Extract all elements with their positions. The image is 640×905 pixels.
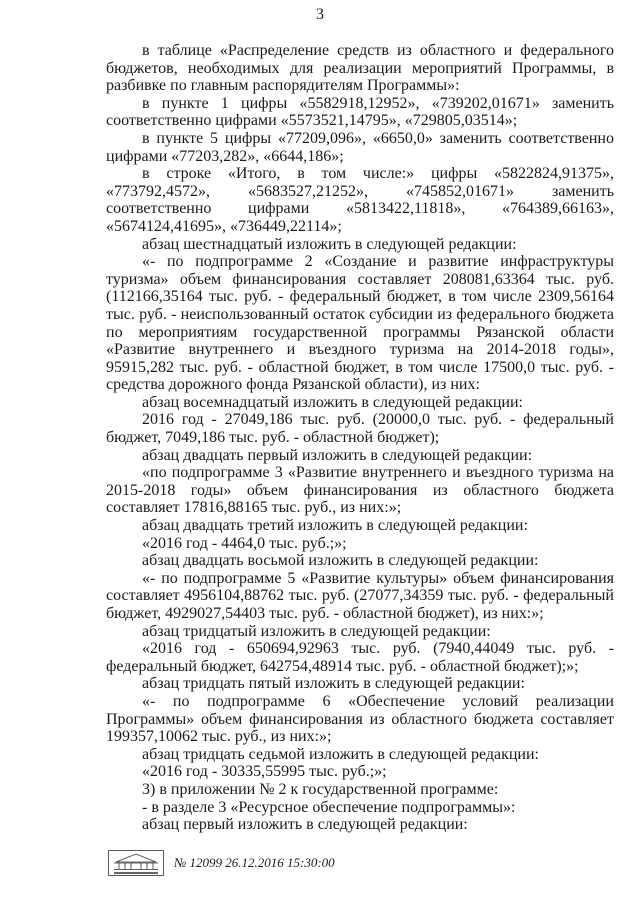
paragraph: 2016 год - 27049,186 тыс. руб. (20000,0 тыс. руб. - федеральный бюджет, 7049,186 тыс. руб. - областной бюджет); (106, 411, 614, 447)
registration-mark: № 12099 26.12.2016 15:30:00 (174, 855, 335, 870)
paragraph: в строке «Итого, в том числе:» цифры «5822824,91375», «773792,4572», «5683527,21252», «745852,01671» заменить соответственно цифрами «5813422,11818», «764389,66163», «5674124,41695», «736449,22114»; (106, 165, 614, 235)
paragraph: 3) в приложении № 2 к государственной программе: (142, 780, 499, 798)
paragraph: абзац тридцать пятый изложить в следующей редакции: (142, 675, 525, 693)
paragraph: абзац тридцатый изложить в следующей редакции: (142, 622, 491, 640)
page-number: 3 (316, 6, 324, 23)
paragraph: абзац двадцать первый изложить в следующей редакции: (142, 446, 533, 464)
paragraph: - в разделе 3 «Ресурсное обеспечение подпрограммы»: (142, 798, 516, 816)
paragraph: абзац двадцать восьмой изложить в следующей редакции: (142, 552, 539, 570)
paragraph: «2016 год - 650694,92963 тыс. руб. (7940,44049 тыс. руб. - федеральный бюджет, 642754,48914 тыс. руб. - областной бюджет);»; (106, 640, 614, 675)
paragraph: в пункте 5 цифры «77209,096», «6650,0» заменить соответственно цифрами «77203,282», «6644,186»; (106, 129, 614, 165)
paragraph: абзац тридцать седьмой изложить в следующей редакции: (142, 745, 539, 763)
paragraph: «по подпрограмме 3 «Развитие внутреннего и въездного туризма на 2015-2018 годы» объем финансирования из областного бюджета составляет 17816,88165 тыс. руб., из них:»; (106, 464, 614, 517)
paragraph: абзац двадцать третий изложить в следующей редакции: (142, 517, 528, 535)
paragraph: «- по подпрограмме 2 «Создание и развитие инфраструктуры туризма» объем финансирования составляет 208081,63364 тыс. руб. (112166,35164 тыс. руб. - федеральный бюджет, в том числе 2309,56164 тыс. руб. - неиспользованный остаток субсидии из федерального бюджета по мероприятиям государственной программы Рязанской области «Развитие внутреннего и въездного туризма на 2014-2018 годы», 95915,282 тыс. руб. - областной бюджет, в том числе 17500,0 тыс. руб. - средства дорожного фонда Рязанской области), из них: (106, 253, 614, 394)
paragraph: «2016 год - 30335,55995 тыс. руб.;»; (142, 763, 387, 781)
paragraph: абзац шестнадцатый изложить в следующей редакции: (142, 235, 517, 253)
document-body (106, 42, 614, 834)
paragraph: абзац первый изложить в следующей редакции: (142, 816, 468, 834)
government-building-seal-icon (108, 850, 164, 876)
paragraph: «2016 год - 4464,0 тыс. руб.;»; (142, 534, 347, 552)
paragraph: абзац восемнадцатый изложить в следующей редакции: (142, 393, 523, 411)
document-footer (108, 850, 335, 876)
paragraph: в пункте 1 цифры «5582918,12952», «739202,01671» заменить соответственно цифрами «5573521,14795», «729805,03514»; (106, 94, 614, 130)
paragraph: «- по подпрограмме 6 «Обеспечение условий реализации Программы» объем финансирования из областного бюджета составляет 199357,10062 тыс. руб., из них:»; (106, 692, 614, 746)
paragraph: «- по подпрограмме 5 «Развитие культуры» объем финансирования составляет 4956104,88762 тыс. руб. (27077,34359 тыс. руб. - федеральный бюджет, 4929027,54403 тыс. руб. - областной бюджет), из них:»; (106, 569, 614, 622)
paragraph: в таблице «Распределение средств из областного и федерального бюджетов, необходимых для реализации мероприятий Программы, в разбивке по главным распорядителям Программы»: (106, 42, 614, 95)
